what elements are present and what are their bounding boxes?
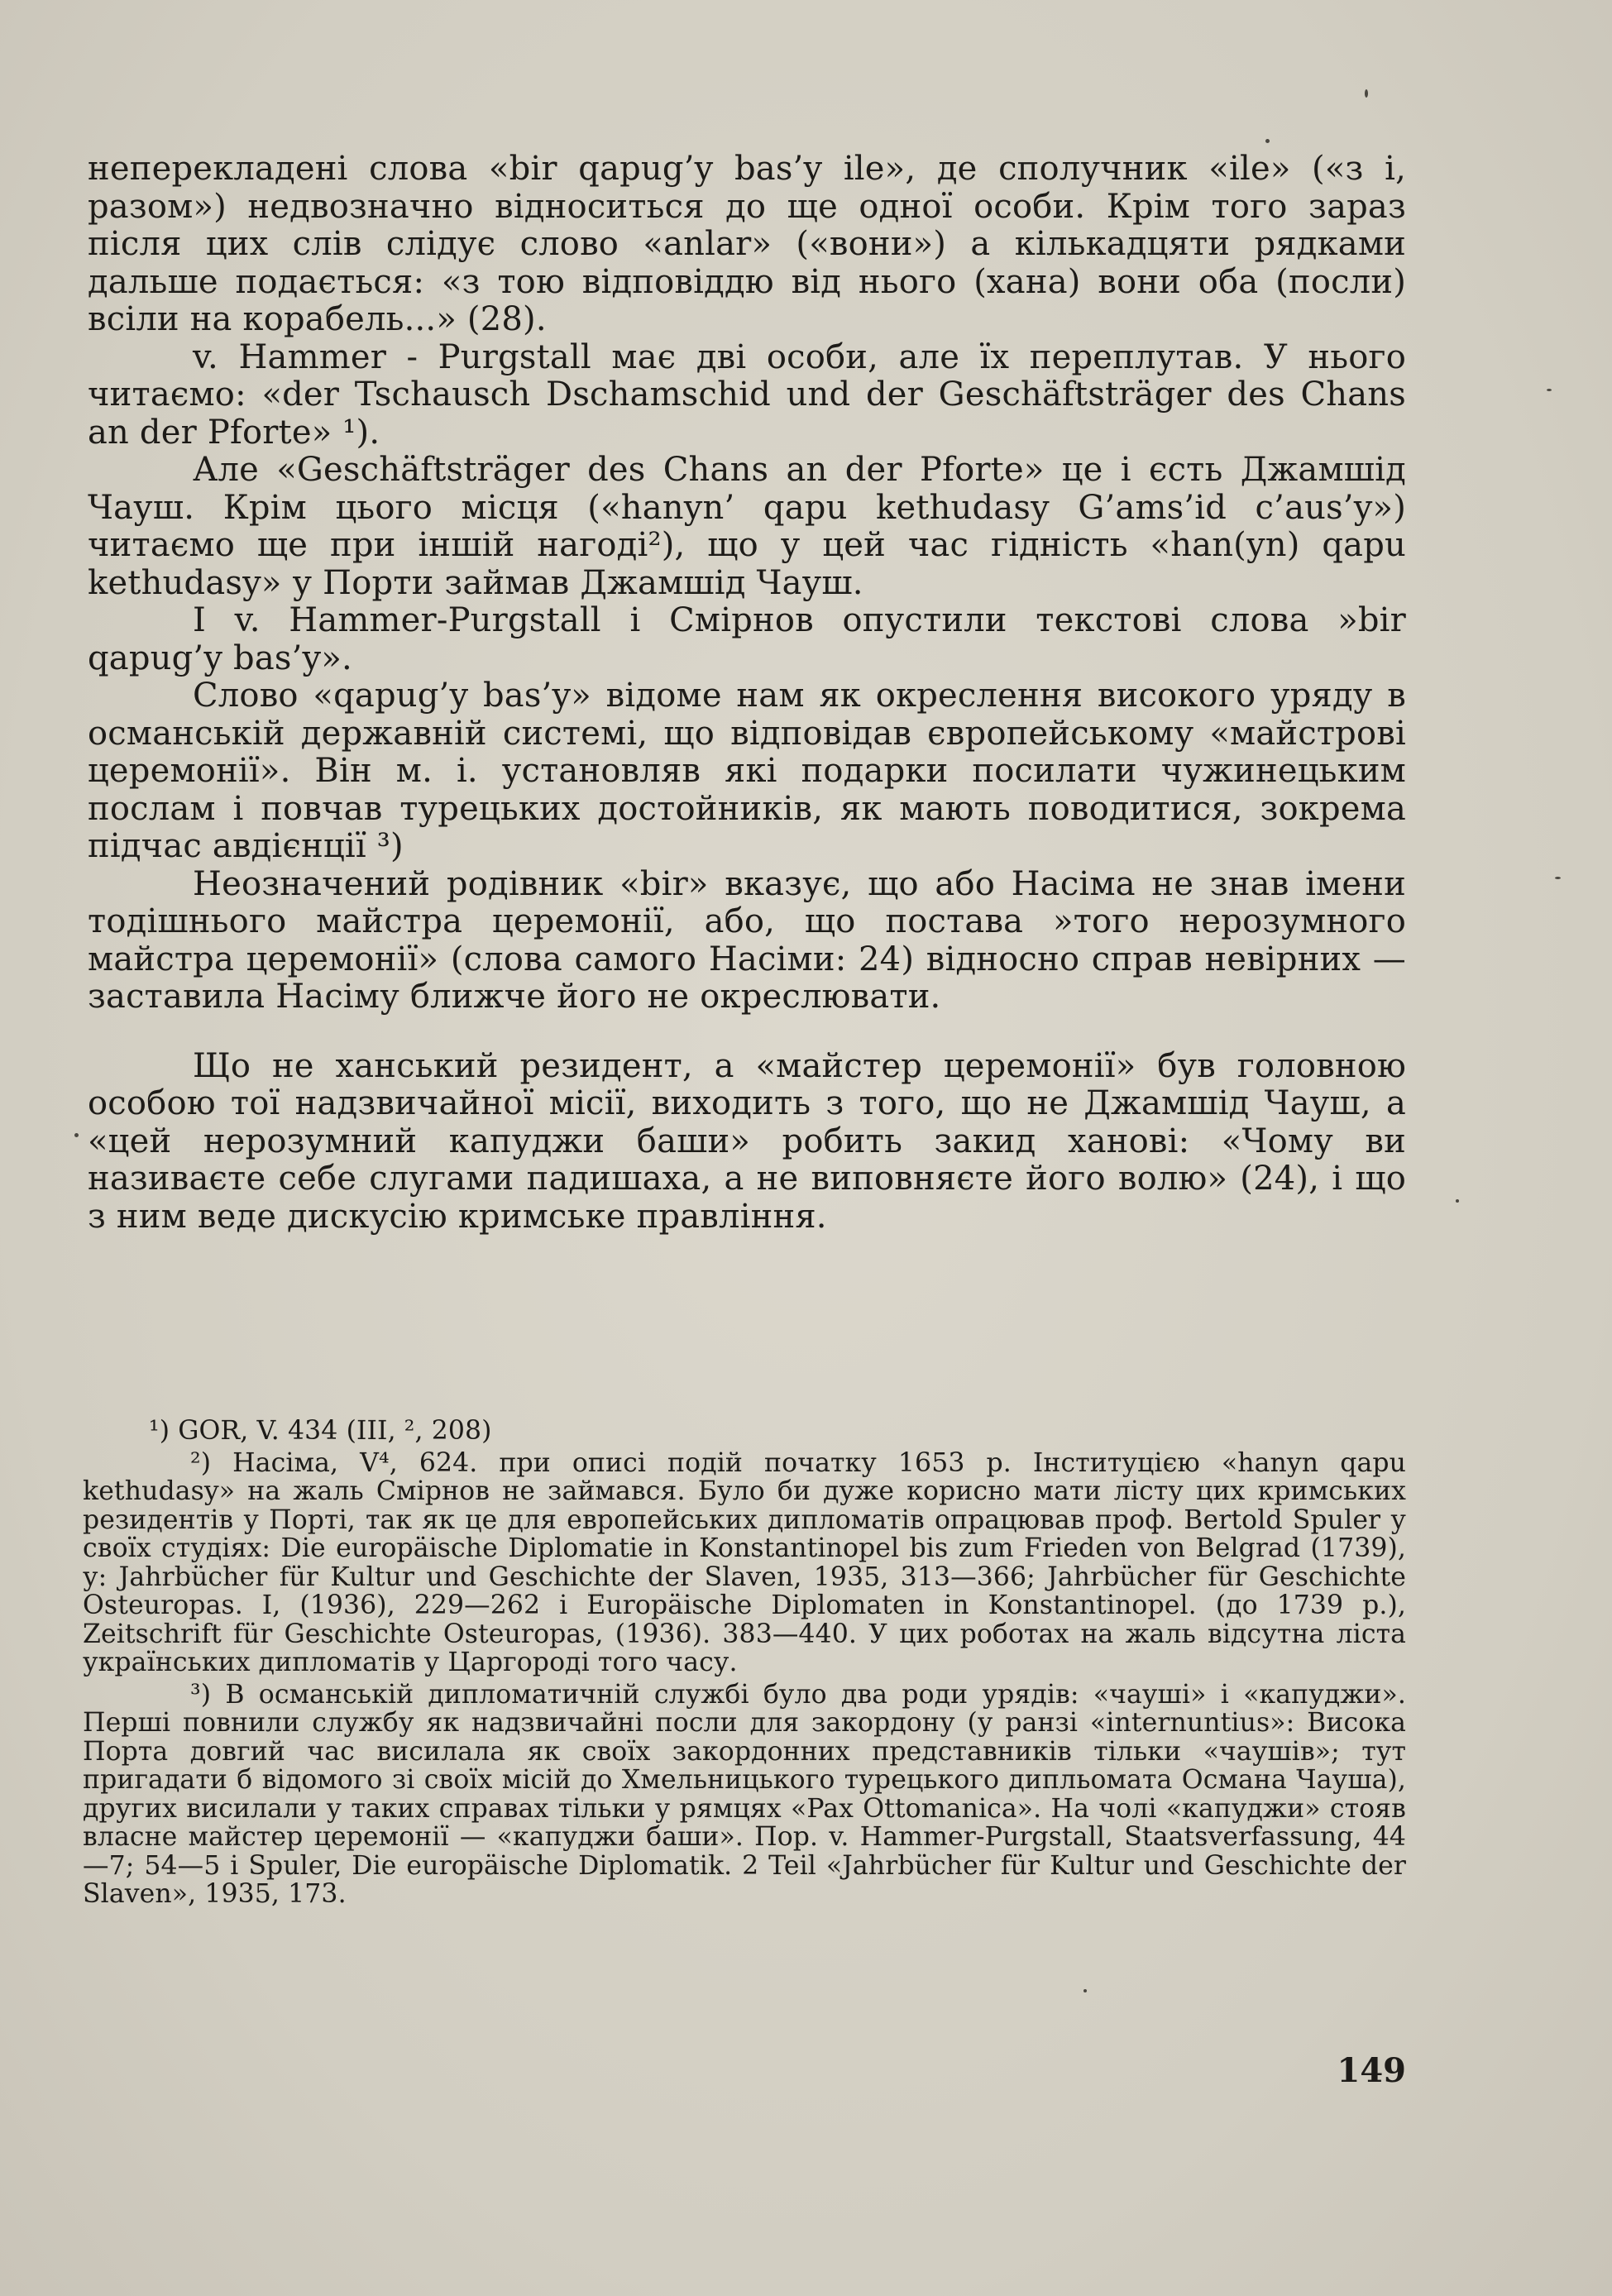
paragraph-5: Слово «qapug’y bas’y» відоме нам як окреслення високого уряду в османській державній системі, що відповідав європейському «майстрові церемонії». Він м. і. установляв які подарки посилати чужинецьким послам і повчав турецьких достойників, як мають поводитися, зокрема підчас авдієнції ³) <box>88 677 1406 865</box>
footnote-1: ¹) GOR, V. 434 (III, ², 208) <box>149 1416 492 1446</box>
main-text <box>88 151 1406 1236</box>
paragraph-1: неперекладені слова «bir qapug’y bas’y ile», де сполучник «ile» («з і, разом») недвозначно відноситься до ще одної особи. Крім того зараз після цих слів слідує слово «anlar» («вони») а кількадцяти рядками дальше подається: «з тою відповіддю від нього (хана) вони оба (посли) всіли на корабель...» (28). <box>88 150 1406 338</box>
dust-speck <box>1456 1199 1459 1203</box>
dust-speck <box>1083 1989 1087 1992</box>
dust-speck <box>1265 139 1270 143</box>
paragraph-4: I v. Hammer-Purgstall і Смірнов опустили текстові слова »bir qapug’y bas’y». <box>88 601 1406 677</box>
dust-speck <box>74 1133 79 1137</box>
paragraph-3: Але «Geschäftsträger des Chans an der Pforte» це і єсть Джамшід Чауш. Крім цього місця («hanyn’ qapu kethudasy G’ams’id c’aus’y») читаємо ще при іншій нагоді²), що у цей час гідність «han(yn) qapu kethudasy» у Порти займав Джамшід Чауш. <box>88 451 1406 602</box>
dust-speck <box>1365 89 1368 98</box>
paragraph-6: Неозначений родівник «bir» вказує, що або Насіма не знав імени тодішнього майстра церемонії, або, що постава »того нерозумного майстра церемонії» (слова самого Насіми: 24) відносно справ невірних — заставила Насіму ближче його не окреслювати. <box>88 864 1406 1016</box>
footnote-3: ³) В османській дипломатичній службі було два роди урядів: «чауші» і «капуджи». Перші повнили службу як надзвичайні посли для закордону (у ранзі «internuntius»: Висока Порта довгий час висилала як своїх закордонних представників тільки «чаушів»; тут пригадати б відомого зі своїх місій до Хмельницького турецького дипльомата Османа Чауша), других висилали у таких справах тільки у рямцях «Pax Ottomanica». На чолі «капуджи» стояв власне майстер церемонії — «капуджи баши». Пор. v. Hammer-Purgstall, Staatsverfassung, 44—7; 54—5 і Spuler, Die europäische Diplomatik. 2 Teil «Jahrbücher für Kultur und Geschichte der Slaven», 1935, 173. <box>83 1679 1406 1909</box>
dust-speck <box>1547 389 1552 391</box>
footnotes <box>83 1417 1406 1909</box>
paragraph-7: Що не ханський резидент, а «майстер церемонії» був головною особою тої надзвичайної місії, виходить з того, що не Джамшід Чауш, а «цей нерозумний капуджи баши» робить закид ханові: «Чому ви називаєте себе слугами падишаха, а не виповняєте його волю» (24), і що з ним веде дискусію кримське правління. <box>88 1046 1406 1236</box>
dust-speck <box>1555 877 1561 879</box>
paragraph-2: v. Hammer - Purgstall має дві особи, але їх переплутав. У нього читаємо: «der Tschausch Dschamschid und der Geschäftsträger des Chans an der Pforte» ¹). <box>88 337 1406 452</box>
footnote-2: ²) Насіма, V⁴, 624. при описі подій початку 1653 р. Інституцією «hanyn qapu kethudasy» на жаль Смірнов не займався. Було би дуже корисно мати лісту цих кримських резидентів у Порті, так як це для европейських дипломатів опрацював проф. Bertold Spuler у своїх студіях: Die europäische Diplomatie in Konstantinopel bis zum Frieden von Belgrad (1739), у: Jahrbücher für Kultur und Geschichte der Slaven, 1935, 313—366; Jahrbücher für Geschichte Osteuropas. I, (1936), 229—262 і Europäische Diplomaten in Konstantinopel. (до 1739 р.), Zeitschrift für Geschichte Osteuropas, (1936). 383—440. У цих роботах на жаль відсутна ліста українських дипломатів у Царгороді того часу. <box>83 1447 1406 1677</box>
page-number: 149 <box>1337 2051 1406 2090</box>
